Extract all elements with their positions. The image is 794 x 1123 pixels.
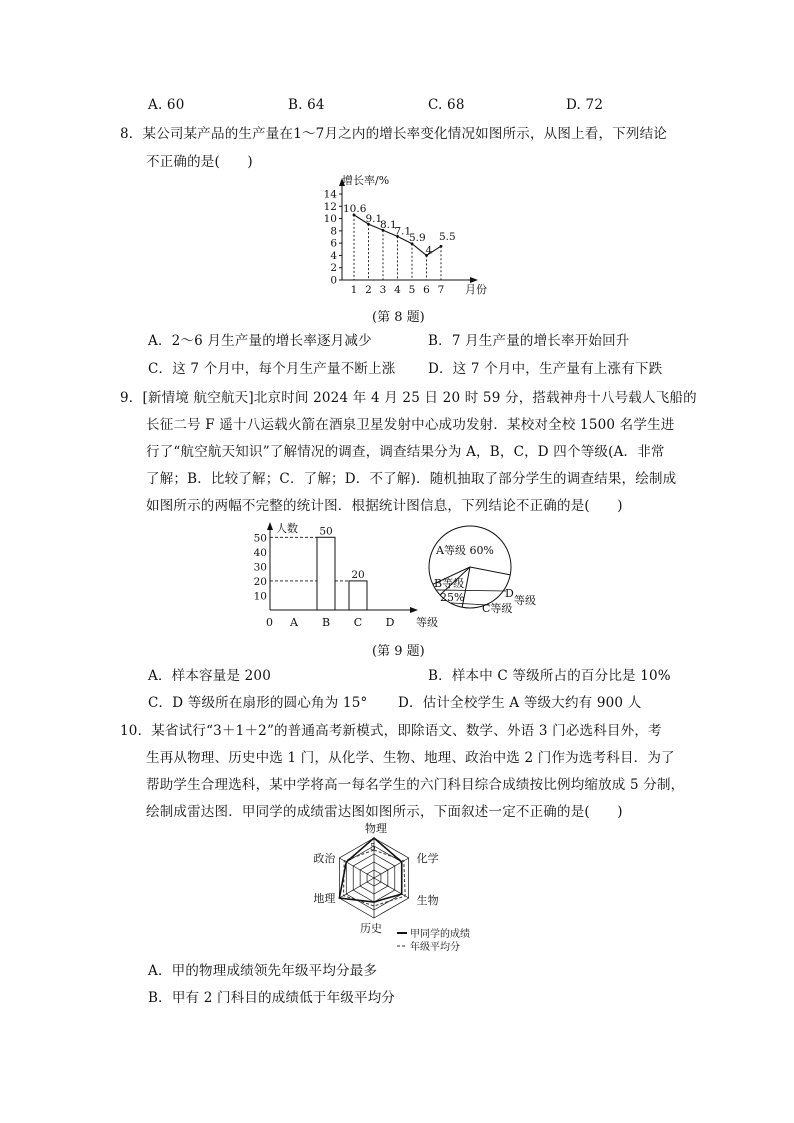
q9-pie-label-b: B等级 [434,577,465,590]
radar-axis-label-chemistry: 化学 [416,852,439,865]
q9-bar-value-label: 50 [319,525,333,538]
q10-stem-line4: 绘制成雷达图．甲同学的成绩雷达图如图所示，下面叙述一定不正确的是( ) [146,804,623,820]
q9-bar-category-label: B [321,616,331,628]
q9-bar-B [317,537,335,610]
radar-tick-max: 5 [370,843,376,853]
q9-bar-y-tick-label: 40 [253,546,267,559]
q9-bar-C [349,581,367,610]
q10-radar-chart [300,822,500,956]
q9-pie-label-b-pct: 25% [440,591,465,604]
q8-stem-line2: 不正确的是( ) [146,154,253,170]
q9-stem-line2: 长征二号 F 遥十八运载火箭在酒泉卫星发射中心成功发射．某校对全校 1500 名学生进 [146,417,675,433]
radar-axis-label-history: 历史 [360,922,382,935]
q8-data-point [440,245,443,248]
q9-bar-y-tick-label: 20 [253,575,267,588]
q9-bar-origin: 0 [266,616,273,628]
q7-option-c: C. 68 [428,97,465,113]
q10-option-b: B．甲有 2 门科目的成绩低于年级平均分 [148,990,396,1006]
q9-bar-x-axis-arrow [410,607,418,613]
q9-figure-caption: (第 9 题) [372,644,425,659]
q9-bar-category-label: D [385,616,395,628]
q9-bar-value-label: 20 [351,568,365,581]
q10-stem-line3: 帮助学生合理选科，某中学将高一每名学生的六门科目综合成绩按比例均缩放成 5 分制， [146,777,685,793]
q9-stem-line3: 行了“航空航天知识”了解情况的调查，调查结果分为 A，B，C，D 四个等级(A．非常 [146,444,665,460]
q8-data-label: 4 [425,244,433,257]
q9-stem-line5: 如图所示的两幅不完整的统计图．根据统计图信息，下列结论不正确的是( ) [146,498,623,514]
q9-option-c: C．D 等级所在扇形的圆心角为 15° [148,695,368,711]
q8-x-tick-label: 5 [408,284,416,296]
q9-bar-x-label: 等级 [416,616,438,628]
q8-y-axis-label: 增长率/% [342,174,390,187]
q8-stem-line1: 8．某公司某产品的生产量在1～7月之内的增长率变化情况如图所示，从图上看，下列结论 [120,126,667,142]
q10-stem-line1: 10．某省试行“3＋1＋2”的普通高考新模式，即除语文、数学、外语 3 门必选科目外，考 [120,723,662,739]
q9-pie-label-a: A等级 60% [436,544,494,557]
q9-stem-line1: 9．[新情境 航空航天]北京时间 2024 年 4 月 25 日 20 时 59 分，搭载神舟十八号载人飞船的 [120,390,697,406]
legend-solid-label: 甲同学的成绩 [410,929,470,940]
q9-pie-chart [420,525,560,625]
q8-x-tick-label: 7 [437,284,445,296]
q9-option-a: A．样本容量是 200 [148,668,272,684]
q9-option-d: D．估计全校学生 A 等级大约有 900 人 [398,695,642,711]
q8-data-label: 8.1 [380,219,397,232]
legend-dashed-label: 年级平均分 [410,942,460,953]
q9-option-b: B．样本中 C 等级所占的百分比是 10% [428,668,671,684]
q9-pie-label-d-suffix: 等级 [514,594,536,607]
q8-x-tick-label: 2 [365,284,372,296]
radar-axis-line [339,878,374,898]
q8-figure-caption: (第 8 题) [372,310,425,325]
q8-option-b: B．7 月生产量的增长率开始回升 [428,333,630,349]
q7-option-d: D. 72 [566,97,604,113]
q8-data-label: 5.9 [409,231,426,244]
q8-y-tick-label: 12 [323,200,337,213]
q8-option-c: C．这 7 个月中，每个月生产量不断上涨 [148,361,396,377]
q8-y-tick-label: 4 [330,249,337,262]
radar-axis-label-biology: 生物 [416,894,439,907]
q8-data-label: 7.1 [394,225,412,238]
q8-y-tick-label: 10 [323,213,337,226]
radar-axis-label-physics: 物理 [365,822,387,835]
q8-y-tick-label: 6 [330,237,337,250]
radar-axis-line [374,878,409,898]
q8-y-tick-label: 2 [330,262,337,275]
q7-option-a: A. 60 [148,97,185,113]
q8-data-label: 10.6 [343,202,367,215]
q8-x-tick-label: 3 [379,284,387,296]
q10-option-a: A．甲的物理成绩领先年级平均分最多 [148,963,378,979]
q9-bar-y-tick-label: 10 [253,590,267,603]
q8-option-d: D．这 7 个月中，生产量有上涨有下跌 [428,361,663,377]
q8-data-label: 9.1 [365,213,383,226]
q8-x-axis-label: 月份 [465,283,487,296]
q8-line-chart [318,172,490,300]
q8-x-tick-label: 1 [350,284,358,296]
q9-bar-y-axis-arrow [267,522,273,530]
q8-x-tick-label: 4 [394,284,401,296]
q9-bar-y-tick-label: 30 [253,561,267,574]
q8-x-tick-label: 6 [423,284,430,296]
q9-stem-line4: 了解；B．比较了解；C．了解；D．不了解)．随机抽取了部分学生的调查结果，绘制成 [146,471,677,487]
q8-y-tick-label: 8 [330,225,337,238]
q8-option-a: A．2～6 月生产量的增长率逐月减少 [148,333,372,349]
q9-pie-label-d: D [505,587,514,600]
q9-bar-y-label: 人数 [276,522,298,535]
q8-y-tick-label: 0 [330,274,337,287]
q9-bar-y-tick-label: 50 [253,532,267,545]
q8-y-tick-label: 14 [323,188,337,201]
q10-stem-line2: 生再从物理、历史中选 1 门，从化学、生物、地理、政治中选 2 门作为选考科目．为了 [146,750,675,766]
radar-axis-label-geography: 地理 [313,892,336,905]
q9-bar-category-label: C [353,616,363,628]
q7-option-b: B. 64 [288,97,325,113]
q8-data-label: 5.5 [439,231,456,244]
q9-bar-chart [252,520,448,628]
radar-axis-label-politics: 政治 [313,852,336,865]
q9-bar-category-label: A [290,616,298,628]
q9-pie-label-c: C等级 [482,602,513,615]
